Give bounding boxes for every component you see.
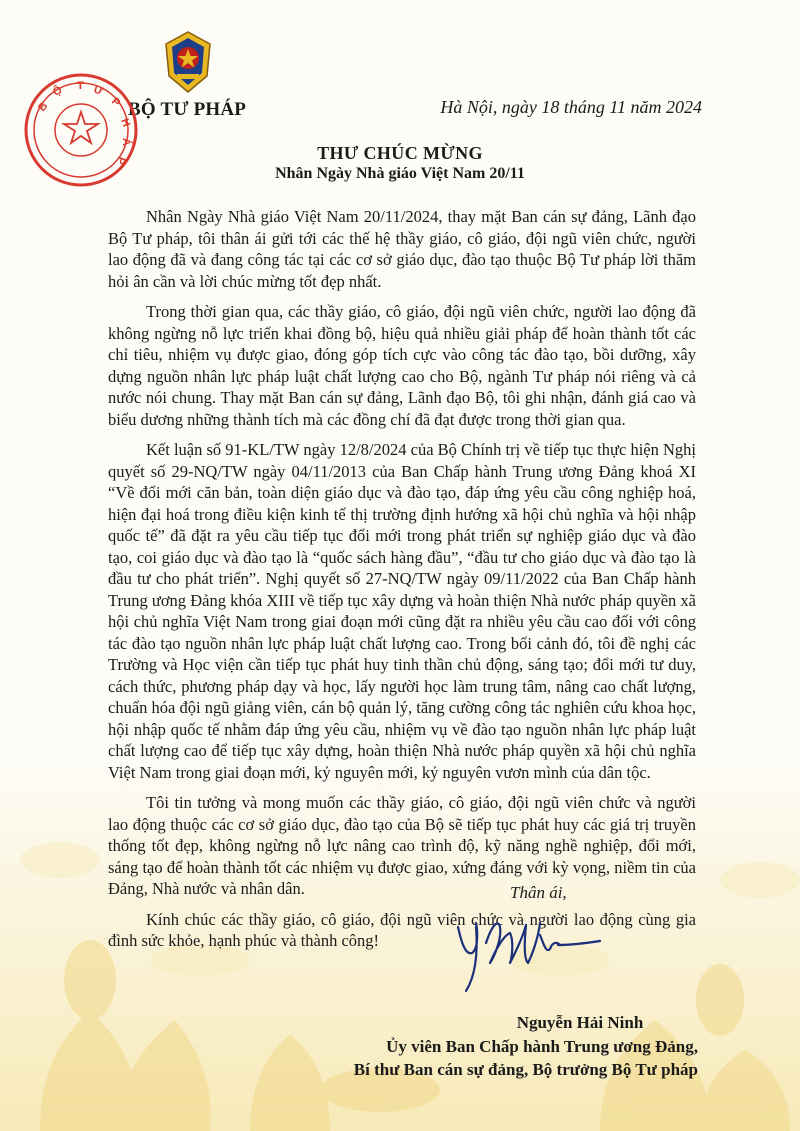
letter-title: THƯ CHÚC MỪNG	[317, 143, 483, 163]
body-paragraph: Kính chúc các thầy giáo, cô giáo, đội ngũ viên chức và người lao động cùng gia đình sức khỏe, hạnh phúc và thành công!	[108, 909, 696, 950]
official-seal	[23, 72, 139, 188]
svg-text:Ư: Ư	[91, 83, 105, 98]
signer-title-line-2: Bí thư Ban cán sự đảng, Bộ trưởng Bộ Tư pháp	[353, 1060, 698, 1079]
svg-text:Ộ: Ộ	[51, 84, 65, 99]
signer-name: Nguyễn Hải Ninh	[516, 1013, 644, 1032]
svg-text:H: H	[118, 116, 133, 129]
dateline: Hà Nội, ngày 18 tháng 11 năm 2024	[440, 97, 702, 117]
ministry-emblem	[163, 30, 213, 94]
ministry-name: BỘ TƯ PHÁP	[128, 99, 247, 120]
svg-text:Á: Á	[120, 138, 132, 146]
body-paragraph: Trong thời gian qua, các thầy giáo, cô giáo, đội ngũ viên chức, người lao động đã không ngừng nỗ lực triển khai đồng bộ, hiệu quả nhiều giải pháp để hoàn thành tốt các chỉ tiêu, nhiệm vụ được giao, đóng góp tích cực vào công tác đào tạo, bồi dưỡng, xây dựng nguồn nhân lực pháp luật chất lượng cao cho Bộ, ngành Tư pháp nói riêng và cả nước nói chung. Thay mặt Ban cán sự đảng, Lãnh đạo Bộ, tôi ghi nhận, đánh giá cao và biểu dương những thành tích mà các đồng chí đã đạt được trong thời gian qua.	[108, 302, 696, 429]
letter-body	[108, 206, 696, 961]
svg-text:P: P	[113, 154, 128, 166]
body-paragraph: Tôi tin tưởng và mong muốn các thầy giáo, cô giáo, đội ngũ viên chức và người lao động thuộc các cơ sở giáo dục, đào tạo của Bộ sẽ tiếp tục phát huy các giá trị truyền thống tốt đẹp, không ngừng nỗ lực nâng cao trình độ, kỹ năng nghề nghiệp, đổi mới, sáng tạo để hoàn thành tốt các nhiệm vụ được giao, xứng đáng với kỳ vọng, niềm tin của Đảng, Nhà nước và nhân dân.	[108, 793, 696, 898]
handwritten-signature	[452, 905, 602, 995]
signer-title-line-1: Ủy viên Ban Chấp hành Trung ương Đảng,	[386, 1037, 698, 1056]
svg-text:T: T	[77, 80, 84, 92]
body-paragraph: Nhân Ngày Nhà giáo Việt Nam 20/11/2024, thay mặt Ban cán sự đảng, Lãnh đạo Bộ Tư pháp, tôi thân ái gửi tới các thế hệ thầy giáo, cô giáo, đội ngũ viên chức, người lao động đã và đang công tác tại các cơ sở giáo dục, đào tạo thuộc Bộ Tư pháp lời thăm hỏi ân cần và lời chúc mừng tốt đẹp nhất.	[108, 207, 696, 291]
svg-text:P: P	[108, 95, 123, 110]
letter-subtitle: Nhân Ngày Nhà giáo Việt Nam 20/11	[275, 165, 525, 182]
body-paragraph: Kết luận số 91-KL/TW ngày 12/8/2024 của Bộ Chính trị về tiếp tục thực hiện Nghị quyết số 29-NQ/TW ngày 04/11/2013 của Ban Chấp hành Trung ương Đảng khoá XI “Về đổi mới căn bản, toàn diện giáo dục và đào tạo, đáp ứng yêu cầu công nghiệp hoá, hiện đại hoá trong điều kiện kinh tế thị trường định hướng xã hội chủ nghĩa và hội nhập quốc tế” đã đặt ra yêu cầu tiếp tục đổi mới trong phát triển sự nghiệp giáo dục và đào tạo, coi giáo dục và đào tạo là “quốc sách hàng đầu”, “đầu tư cho giáo dục và đào tạo là đầu tư cho phát triển”. Nghị quyết số 27-NQ/TW ngày 09/11/2022 của Ban Chấp hành Trung ương Đảng khóa XIII về tiếp tục xây dựng và hoàn thiện Nhà nước pháp quyền xã hội chủ nghĩa Việt Nam trong giai đoạn mới cũng đặt ra nhiều yêu cầu cao đối với công tác đào tạo nguồn nhân lực pháp luật chất lượng cao. Trong bối cảnh đó, tôi đề nghị các Trường và Học viện cần tiếp tục phát huy tinh thần chủ động, sáng tạo; đổi mới tư duy, cách thức, phương pháp dạy và học, lấy người học làm trung tâm, nâng cao chất lượng, chuẩn hóa đội ngũ giảng viên, cán bộ quản lý, tăng cường công tác nghiên cứu khoa học, hội nhập quốc tế nhằm đáp ứng yêu cầu, nhiệm vụ về đào tạo nguồn nhân lực pháp luật chất lượng cao để tiếp tục xây dựng, hoàn thiện Nhà nước pháp quyền xã hội chủ nghĩa Việt Nam trong giai đoạn mới, kỷ nguyên mới, kỷ nguyên vươn mình của dân tộc.	[108, 440, 696, 782]
closing-salutation: Thân ái,	[510, 883, 567, 902]
svg-text:B: B	[36, 100, 51, 114]
